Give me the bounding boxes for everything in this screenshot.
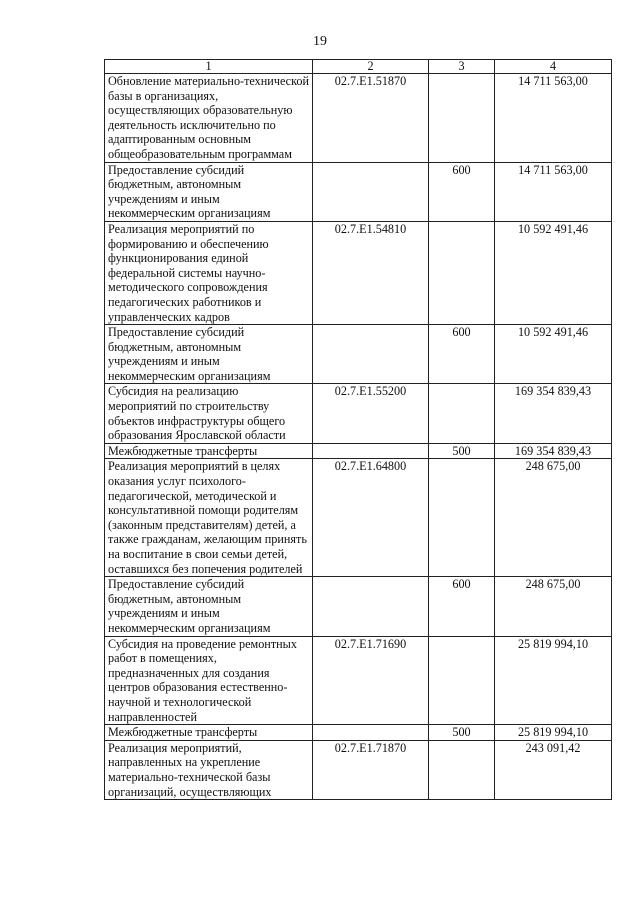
row-amount: 169 354 839,43 [495, 443, 612, 459]
header-col-4: 4 [495, 60, 612, 74]
row-name: Реализация мероприятий в целях оказания услуг психолого-педагогической, методической и консультативной помощи родителям (законным представителям) детей, а также гражданам, желающим принять на воспитание в свои семьи детей, оставшихся без попечения родителей [105, 459, 313, 577]
row-code: 02.7.E1.51870 [313, 74, 429, 163]
header-col-1: 1 [105, 60, 313, 74]
row-name: Предоставление субсидий бюджетным, автономным учреждениям и иным некоммерческим организациям [105, 577, 313, 636]
table-row [105, 325, 612, 384]
row-amount: 169 354 839,43 [495, 384, 612, 443]
row-code [313, 325, 429, 384]
table-row [105, 725, 612, 741]
row-amount: 248 675,00 [495, 459, 612, 577]
row-type: 600 [429, 325, 495, 384]
table-row [105, 459, 612, 577]
row-name: Обновление материально-технической базы в организациях, осуществляющих образовательную деятельность исключительно по адаптированным основным общеобразовательным программам [105, 74, 313, 163]
table-row [105, 577, 612, 636]
row-code: 02.7.E1.71870 [313, 740, 429, 799]
row-code: 02.7.E1.54810 [313, 221, 429, 324]
row-type [429, 459, 495, 577]
row-amount: 243 091,42 [495, 740, 612, 799]
row-name: Межбюджетные трансферты [105, 725, 313, 741]
table-header-row [105, 60, 612, 74]
row-amount: 10 592 491,46 [495, 221, 612, 324]
row-type [429, 636, 495, 725]
row-type: 500 [429, 725, 495, 741]
row-amount: 248 675,00 [495, 577, 612, 636]
row-type [429, 74, 495, 163]
row-code [313, 443, 429, 459]
row-code [313, 162, 429, 221]
row-amount: 25 819 994,10 [495, 636, 612, 725]
row-name: Субсидия на реализацию мероприятий по строительству объектов инфраструктуры общего образования Ярославской области [105, 384, 313, 443]
row-type: 600 [429, 577, 495, 636]
row-amount: 25 819 994,10 [495, 725, 612, 741]
row-name: Предоставление субсидий бюджетным, автономным учреждениям и иным некоммерческим организациям [105, 162, 313, 221]
row-amount: 10 592 491,46 [495, 325, 612, 384]
table-row [105, 221, 612, 324]
row-type: 500 [429, 443, 495, 459]
budget-table [104, 59, 612, 800]
row-name: Предоставление субсидий бюджетным, автономным учреждениям и иным некоммерческим организациям [105, 325, 313, 384]
row-type: 600 [429, 162, 495, 221]
row-code: 02.7.E1.55200 [313, 384, 429, 443]
table-row [105, 636, 612, 725]
row-code [313, 725, 429, 741]
row-code [313, 577, 429, 636]
row-name: Реализация мероприятий, направленных на укрепление материально-технической базы организаций, осуществляющих [105, 740, 313, 799]
row-type [429, 384, 495, 443]
table-row [105, 384, 612, 443]
row-code: 02.7.E1.71690 [313, 636, 429, 725]
row-amount: 14 711 563,00 [495, 74, 612, 163]
row-name: Реализация мероприятий по формированию и обеспечению функционирования единой федеральной системы научно-методического сопровождения педагогических работников и управленческих кадров [105, 221, 313, 324]
table-row [105, 740, 612, 799]
table-row [105, 162, 612, 221]
row-amount: 14 711 563,00 [495, 162, 612, 221]
row-name: Межбюджетные трансферты [105, 443, 313, 459]
row-type [429, 740, 495, 799]
header-col-2: 2 [313, 60, 429, 74]
header-col-3: 3 [429, 60, 495, 74]
row-code: 02.7.E1.64800 [313, 459, 429, 577]
table-row [105, 443, 612, 459]
row-type [429, 221, 495, 324]
page-number: 19 [313, 34, 327, 49]
row-name: Субсидия на проведение ремонтных работ в помещениях, предназначенных для создания центров образования естественно-научной и технологической направленностей [105, 636, 313, 725]
table-row [105, 74, 612, 163]
